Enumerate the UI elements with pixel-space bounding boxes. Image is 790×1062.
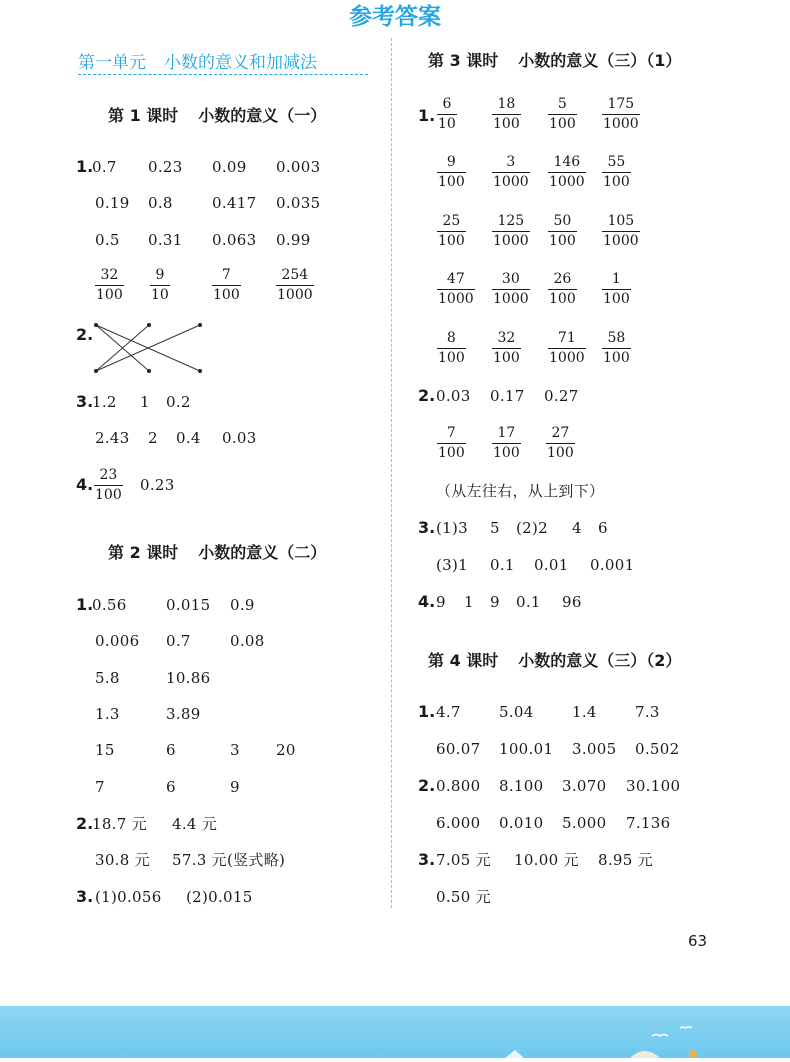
denominator: 100 bbox=[438, 350, 465, 366]
fraction bbox=[492, 213, 530, 250]
fraction bbox=[492, 330, 521, 367]
numerator: 17 bbox=[497, 425, 516, 441]
answer-value: 0.17 bbox=[490, 387, 525, 405]
question-number: 3. bbox=[418, 850, 436, 869]
answer-value: 1 bbox=[464, 593, 474, 611]
fraction bbox=[437, 330, 466, 367]
answer-value: 1.3 bbox=[95, 705, 120, 723]
numerator: 30 bbox=[501, 271, 520, 287]
matching-lines-diagram bbox=[93, 322, 205, 376]
numerator: 254 bbox=[281, 267, 309, 283]
numerator: 175 bbox=[607, 96, 635, 112]
denominator: 1000 bbox=[277, 287, 313, 303]
answer-value: 7 bbox=[95, 778, 105, 796]
fraction bbox=[437, 425, 466, 462]
numerator: 55 bbox=[607, 154, 626, 170]
numerator: 47 bbox=[446, 271, 465, 287]
answer-value: 4 bbox=[572, 519, 582, 537]
fraction bbox=[602, 96, 640, 133]
answer-value: 6 bbox=[166, 741, 176, 759]
page-number: 63 bbox=[688, 932, 708, 950]
answer-value: 5 bbox=[490, 519, 500, 537]
denominator: 100 bbox=[96, 287, 123, 303]
fraction bbox=[492, 96, 521, 133]
question-number: 3. bbox=[418, 518, 436, 537]
answer-value: 0.4 bbox=[176, 429, 201, 447]
answer-value: (1)3 bbox=[436, 519, 468, 537]
unit-name: 小数的意义和加减法 bbox=[164, 53, 317, 73]
lesson-4-title: 小数的意义（三）（2） bbox=[518, 651, 682, 670]
footer-decoration-icon bbox=[0, 1006, 790, 1058]
numerator: 7 bbox=[221, 267, 231, 283]
numerator: 25 bbox=[442, 213, 461, 229]
answer-value: 9 bbox=[436, 593, 446, 611]
numerator: 5 bbox=[557, 96, 567, 112]
answer-value: 7.05 元 bbox=[436, 851, 491, 869]
numerator: 8 bbox=[446, 330, 456, 346]
answer-value: 0.800 bbox=[436, 777, 481, 795]
question-number: 4. bbox=[418, 592, 436, 611]
denominator: 100 bbox=[438, 445, 465, 461]
answer-value: 18.7 元 bbox=[92, 815, 147, 833]
denominator: 1000 bbox=[549, 350, 585, 366]
fraction bbox=[437, 213, 466, 250]
answer-value: 0.5 bbox=[95, 231, 120, 249]
fraction bbox=[546, 425, 575, 462]
answer-value: 5.04 bbox=[499, 703, 534, 721]
answer-value: 30.8 元 bbox=[95, 851, 150, 869]
numerator: 50 bbox=[553, 213, 572, 229]
denominator: 100 bbox=[549, 116, 576, 132]
answer-value: 7.136 bbox=[626, 814, 671, 832]
denominator: 100 bbox=[547, 445, 574, 461]
numerator: 32 bbox=[100, 267, 119, 283]
numerator: 3 bbox=[506, 154, 516, 170]
fraction bbox=[548, 213, 577, 250]
fraction bbox=[492, 425, 521, 462]
answer-value: 60.07 bbox=[436, 740, 481, 758]
answer-value: 0.001 bbox=[590, 556, 635, 574]
answer-value: 0.31 bbox=[148, 231, 183, 249]
answer-value: 0.2 bbox=[166, 393, 191, 411]
denominator: 1000 bbox=[549, 174, 585, 190]
answer-value: 0.03 bbox=[222, 429, 257, 447]
answer-value: (1)0.056 bbox=[95, 888, 162, 906]
lesson-3-title: 小数的意义（三）（1） bbox=[518, 51, 682, 70]
denominator: 100 bbox=[438, 233, 465, 249]
denominator: 10 bbox=[151, 287, 169, 303]
question-number: 2. bbox=[76, 814, 94, 833]
numerator: 7 bbox=[446, 425, 456, 441]
answer-value: 0.015 bbox=[166, 596, 211, 614]
fraction bbox=[602, 271, 631, 308]
answer-value: 0.23 bbox=[140, 476, 175, 494]
fraction bbox=[602, 213, 640, 250]
answer-value: 0.1 bbox=[490, 556, 515, 574]
answer-value: 0.063 bbox=[212, 231, 257, 249]
question-number: 2. bbox=[418, 776, 436, 795]
denominator: 10 bbox=[438, 116, 456, 132]
question-number: 4. bbox=[76, 475, 94, 494]
answer-value: 6.000 bbox=[436, 814, 481, 832]
unit-underline bbox=[78, 74, 368, 75]
answer-value: 0.27 bbox=[544, 387, 579, 405]
denominator: 100 bbox=[213, 287, 240, 303]
fraction bbox=[437, 154, 466, 191]
fraction bbox=[212, 267, 241, 304]
answer-value: 0.99 bbox=[276, 231, 311, 249]
answer-value: 9 bbox=[230, 778, 240, 796]
answer-value: 0.9 bbox=[230, 596, 255, 614]
denominator: 100 bbox=[493, 116, 520, 132]
lesson-1-title: 小数的意义（一） bbox=[198, 106, 327, 125]
answer-value: 0.035 bbox=[276, 194, 321, 212]
denominator: 100 bbox=[603, 350, 630, 366]
answer-value: 3.005 bbox=[572, 740, 617, 758]
answer-value: 9 bbox=[490, 593, 500, 611]
question-number: 1. bbox=[76, 157, 94, 176]
note-text: （从左往右，从上到下） bbox=[436, 482, 605, 500]
answer-value: 8.100 bbox=[499, 777, 544, 795]
answer-value: 10.00 元 bbox=[514, 851, 579, 869]
numerator: 23 bbox=[99, 467, 118, 483]
question-number: 3. bbox=[76, 887, 94, 906]
answer-value: 4.4 元 bbox=[172, 815, 218, 833]
answer-value: 20 bbox=[276, 741, 296, 759]
denominator: 1000 bbox=[603, 233, 639, 249]
fraction bbox=[437, 271, 475, 308]
unit-number: 第一单元 bbox=[78, 53, 146, 73]
answer-value: 0.7 bbox=[166, 632, 191, 650]
lesson-1-heading bbox=[108, 103, 326, 126]
answer-value: 3.070 bbox=[562, 777, 607, 795]
answer-value: 0.01 bbox=[534, 556, 569, 574]
question-number: 2. bbox=[418, 386, 436, 405]
denominator: 100 bbox=[549, 233, 576, 249]
answer-value: 1.4 bbox=[572, 703, 597, 721]
answer-value: 4.7 bbox=[436, 703, 461, 721]
column-divider bbox=[391, 38, 392, 908]
answer-value: 1 bbox=[140, 393, 150, 411]
answer-value: 0.417 bbox=[212, 194, 257, 212]
numerator: 27 bbox=[551, 425, 570, 441]
numerator: 32 bbox=[497, 330, 516, 346]
numerator: 26 bbox=[553, 271, 572, 287]
answer-value: (2)0.015 bbox=[186, 888, 253, 906]
answer-value: 0.56 bbox=[92, 596, 127, 614]
answer-value: 8.95 元 bbox=[598, 851, 653, 869]
answer-value: 15 bbox=[95, 741, 115, 759]
answer-value: 96 bbox=[562, 593, 582, 611]
fraction bbox=[276, 267, 314, 304]
answer-value: 0.8 bbox=[148, 194, 173, 212]
numerator: 9 bbox=[155, 267, 165, 283]
lesson-3-label: 第 3 课时 bbox=[428, 51, 499, 70]
fraction bbox=[492, 154, 530, 191]
answer-value: 0.010 bbox=[499, 814, 544, 832]
answer-value: 1.2 bbox=[92, 393, 117, 411]
answer-value: 0.23 bbox=[148, 158, 183, 176]
fraction bbox=[94, 467, 123, 504]
lesson-2-heading bbox=[108, 540, 326, 563]
page-title: 参考答案 bbox=[349, 4, 441, 30]
answer-value: 5.000 bbox=[562, 814, 607, 832]
footer-band bbox=[0, 1006, 790, 1058]
answer-value: 57.3 元(竖式略) bbox=[172, 851, 286, 869]
denominator: 100 bbox=[493, 350, 520, 366]
fraction bbox=[548, 154, 586, 191]
denominator: 100 bbox=[603, 174, 630, 190]
answer-value: 0.08 bbox=[230, 632, 265, 650]
fraction bbox=[602, 330, 631, 367]
fraction bbox=[492, 271, 530, 308]
numerator: 58 bbox=[607, 330, 626, 346]
denominator: 1000 bbox=[603, 116, 639, 132]
fraction bbox=[437, 96, 457, 133]
lesson-2-title: 小数的意义（二） bbox=[198, 543, 327, 562]
answer-value: 10.86 bbox=[166, 669, 211, 687]
numerator: 125 bbox=[497, 213, 525, 229]
fraction bbox=[150, 267, 170, 304]
numerator: 6 bbox=[442, 96, 452, 112]
question-number: 1. bbox=[418, 702, 436, 721]
numerator: 9 bbox=[446, 154, 456, 170]
answer-value: 2.43 bbox=[95, 429, 130, 447]
fraction bbox=[95, 267, 124, 304]
numerator: 146 bbox=[553, 154, 581, 170]
denominator: 100 bbox=[493, 445, 520, 461]
numerator: 105 bbox=[607, 213, 635, 229]
answer-value: 0.03 bbox=[436, 387, 471, 405]
answer-value: 0.006 bbox=[95, 632, 140, 650]
answer-value: 30.100 bbox=[626, 777, 681, 795]
answer-value: 6 bbox=[598, 519, 608, 537]
denominator: 100 bbox=[603, 291, 630, 307]
denominator: 100 bbox=[95, 487, 122, 503]
unit-heading bbox=[78, 48, 368, 73]
answer-value: 3.89 bbox=[166, 705, 201, 723]
answer-value: 3 bbox=[230, 741, 240, 759]
denominator: 1000 bbox=[493, 174, 529, 190]
fraction bbox=[602, 154, 631, 191]
fraction bbox=[548, 96, 577, 133]
denominator: 1000 bbox=[438, 291, 474, 307]
answer-value: 0.19 bbox=[95, 194, 130, 212]
lesson-1-label: 第 1 课时 bbox=[108, 106, 179, 125]
denominator: 100 bbox=[438, 174, 465, 190]
answer-value: 0.502 bbox=[635, 740, 680, 758]
answer-value: 2 bbox=[148, 429, 158, 447]
answer-value: 5.8 bbox=[95, 669, 120, 687]
answer-value: 7.3 bbox=[635, 703, 660, 721]
lesson-4-label: 第 4 课时 bbox=[428, 651, 499, 670]
numerator: 18 bbox=[497, 96, 516, 112]
numerator: 1 bbox=[611, 271, 621, 287]
fraction bbox=[548, 330, 586, 367]
numerator: 71 bbox=[557, 330, 576, 346]
answer-value: 6 bbox=[166, 778, 176, 796]
question-number: 1. bbox=[418, 106, 436, 125]
answer-value: 0.09 bbox=[212, 158, 247, 176]
answer-value: (2)2 bbox=[516, 519, 548, 537]
answer-value: 0.7 bbox=[92, 158, 117, 176]
answer-value: (3)1 bbox=[436, 556, 468, 574]
answer-value: 0.50 元 bbox=[436, 888, 491, 906]
lesson-2-label: 第 2 课时 bbox=[108, 543, 179, 562]
denominator: 100 bbox=[549, 291, 576, 307]
answer-value: 0.003 bbox=[276, 158, 321, 176]
answer-value: 100.01 bbox=[499, 740, 554, 758]
denominator: 1000 bbox=[493, 291, 529, 307]
question-number: 1. bbox=[76, 595, 94, 614]
question-number: 2. bbox=[76, 325, 94, 344]
lesson-3-heading bbox=[428, 48, 681, 71]
lesson-4-heading bbox=[428, 648, 681, 671]
denominator: 1000 bbox=[493, 233, 529, 249]
answer-value: 0.1 bbox=[516, 593, 541, 611]
fraction bbox=[548, 271, 577, 308]
question-number: 3. bbox=[76, 392, 94, 411]
